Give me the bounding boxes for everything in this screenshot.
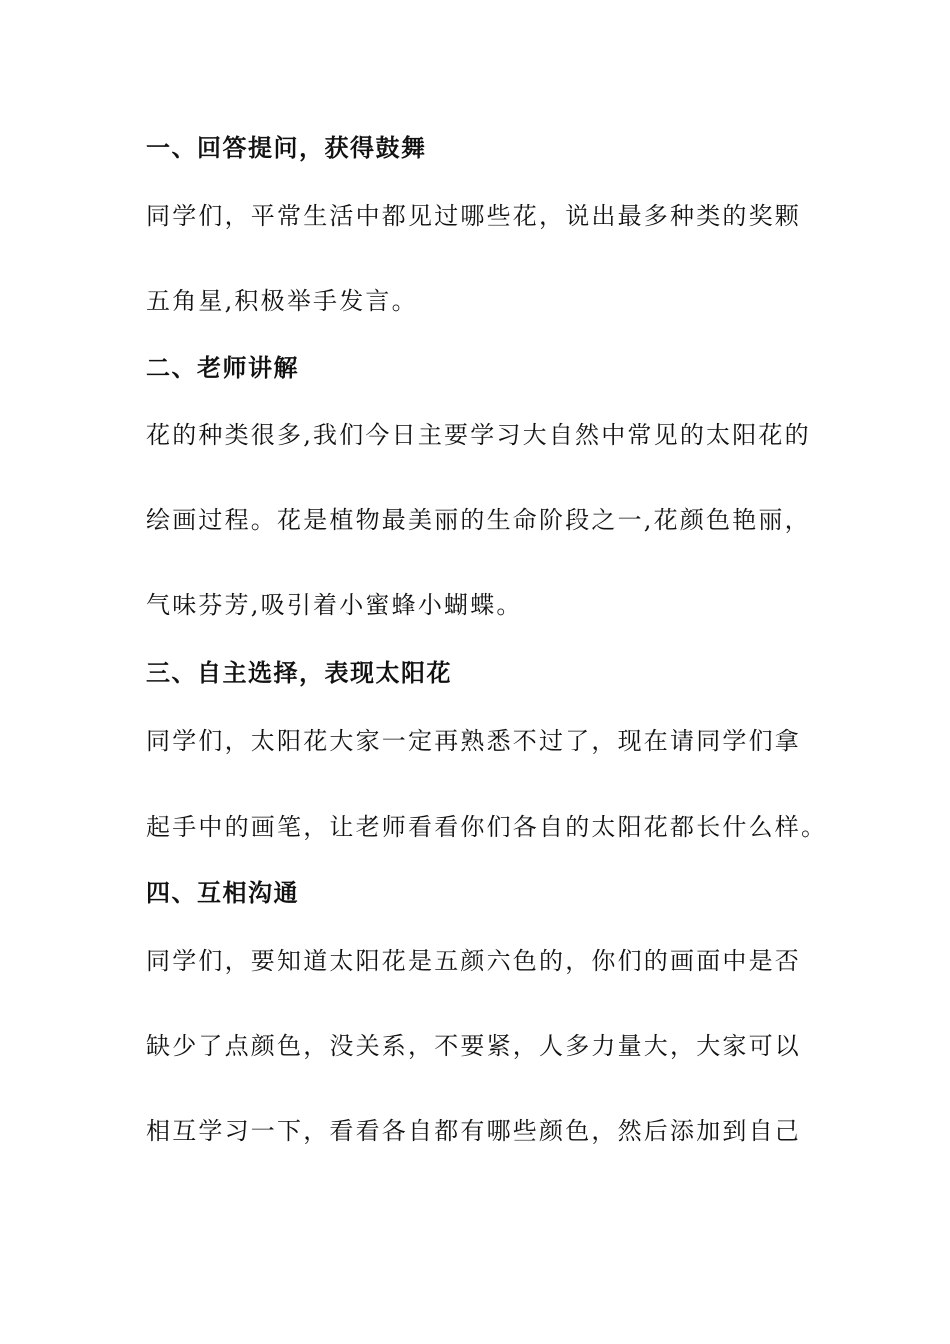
section-heading-2: 二、老师讲解	[146, 353, 299, 382]
paragraph-line: 五角星,积极举手发言。	[146, 287, 418, 315]
paragraph-line: 同学们，要知道太阳花是五颜六色的，你们的画面中是否	[146, 947, 801, 975]
paragraph-line: 花的种类很多,我们今日主要学习大自然中常见的太阳花的	[146, 421, 811, 449]
paragraph-line: 起手中的画笔，让老师看看你们各自的太阳花都长什么样。	[146, 813, 828, 841]
paragraph-line: 缺少了点颜色，没关系，不要紧，人多力量大，大家可以	[146, 1032, 801, 1060]
section-heading-1: 一、回答提问，获得鼓舞	[146, 133, 427, 162]
paragraph-line: 气味芬芳,吸引着小蜜蜂小蝴蝶。	[146, 591, 523, 619]
paragraph-line: 同学们，平常生活中都见过哪些花，说出最多种类的奖颗	[146, 202, 801, 230]
section-heading-3: 三、自主选择，表现太阳花	[146, 658, 452, 687]
paragraph-line: 绘画过程。花是植物最美丽的生命阶段之一,花颜色艳丽，	[146, 506, 811, 534]
paragraph-line: 相互学习一下，看看各自都有哪些颜色，然后添加到自己	[146, 1117, 801, 1145]
paragraph-line: 同学们，太阳花大家一定再熟悉不过了，现在请同学们拿	[146, 727, 801, 755]
section-heading-4: 四、互相沟通	[146, 878, 299, 907]
